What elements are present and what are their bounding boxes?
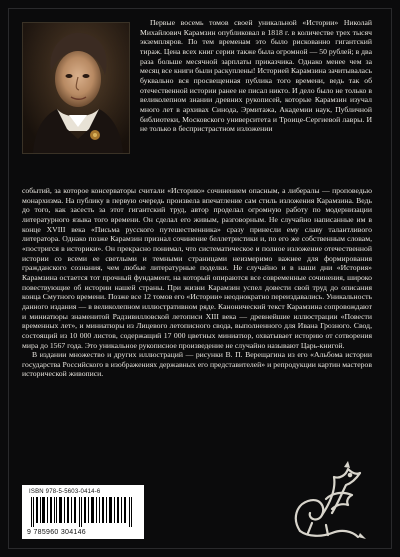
paragraph-main: событий, за которое консерваторы считали «Историю» сочинением опасным, а либералы — проповедью монархизма. На публику в первую очередь произвела впечатление сам стиль изложения Карамзина. Ведь до того, как засесть за этот гигантский труд, автор проделал огромную работу по модернизации литературного языка того времени. Он сделал его живым, разговорным. Не случайно написанные им в конце XVIII века «Письма русского путешественника» сразу принесли ему славу талантливого литератора. Однако позже Карамзин признал сочинение беллетристики и, по его же собственным словам, «постригся в историки». Он прекрасно понимал, что систематическое и полное изложение отечественной истории со всеми ее светлыми и темными страницами неизмеримо важнее для формирования гражданского сознания, чем любые литературные поделки. Не случайно и в наши дни «История» Карамзина остается тот прочный фундамент, на который опираются все современные сочинения, широко повествующие об истории нашей страны. При жизни Карамзин успел довести свой труд до описания конца Смутного времени. Позже все 12 томов его «Истории» неоднократно переиздавались. Уникальность данного издания — в великолепном иллюстративном ряде. Канонический текст Карамзина сопровождают и миниатюры знаменитой Радзивилловской летописи XIII века — древнейшие иллюстрации «Повести временных лет», и миниатюры из Лицевого летописного свода, выполненного для Ивана Грозного. Свод, состоящий из 10 000 листов, содержащий 17 000 цветных миниатюр, охватывает историю от сотворения мира до 1567 года. Это уникальное рукописное произведение не случайно называют Царь-книгой. [22,186,372,350]
isbn-label: ISBN 978-5-5603-0414-6 [29,489,101,495]
isbn-barcode [22,485,144,539]
dragon-emblem-icon [282,453,374,545]
portrait-illustration [23,23,129,153]
paragraph-illustrations: В издании множество и других иллюстраций — рисунки В. П. Верещагина из его «Альбома истории государства Российского в изображениях державных его представителей» и репродукции картин мастеров исторической живописи. [22,350,372,379]
paragraph-intro: Первые восемь томов своей уникальной «Истории» Николай Михайлович Карамзин опубликовал в 1818 г. в количестве трех тысяч экземпляров. По тем временам это было рискованно гигантский тираж. Цена всех книг серии также была огромной — 50 рублей; в два раза больше месячной зарплаты приказчика. Однако менее чем за месяц все книги были раскуплены! Историей Карамзина зачитывалась буквально вся просвещенная публика того времени, ведь так об отечественной истории ранее не писал никто. И дело было не только в великолепном знании древних рукописей, которые Карамзин изучал много лет в архивах Синода, Эрмитажа, Академии наук, Публичной библиотеки, Московского университета и Троице-Сергиевой лавры. И не только в беспристрастном изложении [140,18,372,134]
barcode-bars [29,497,137,527]
intro-column [140,18,372,134]
main-column [22,186,372,379]
karamzin-portrait [22,22,130,154]
ean-number: 9 785960 304146 [27,529,86,536]
